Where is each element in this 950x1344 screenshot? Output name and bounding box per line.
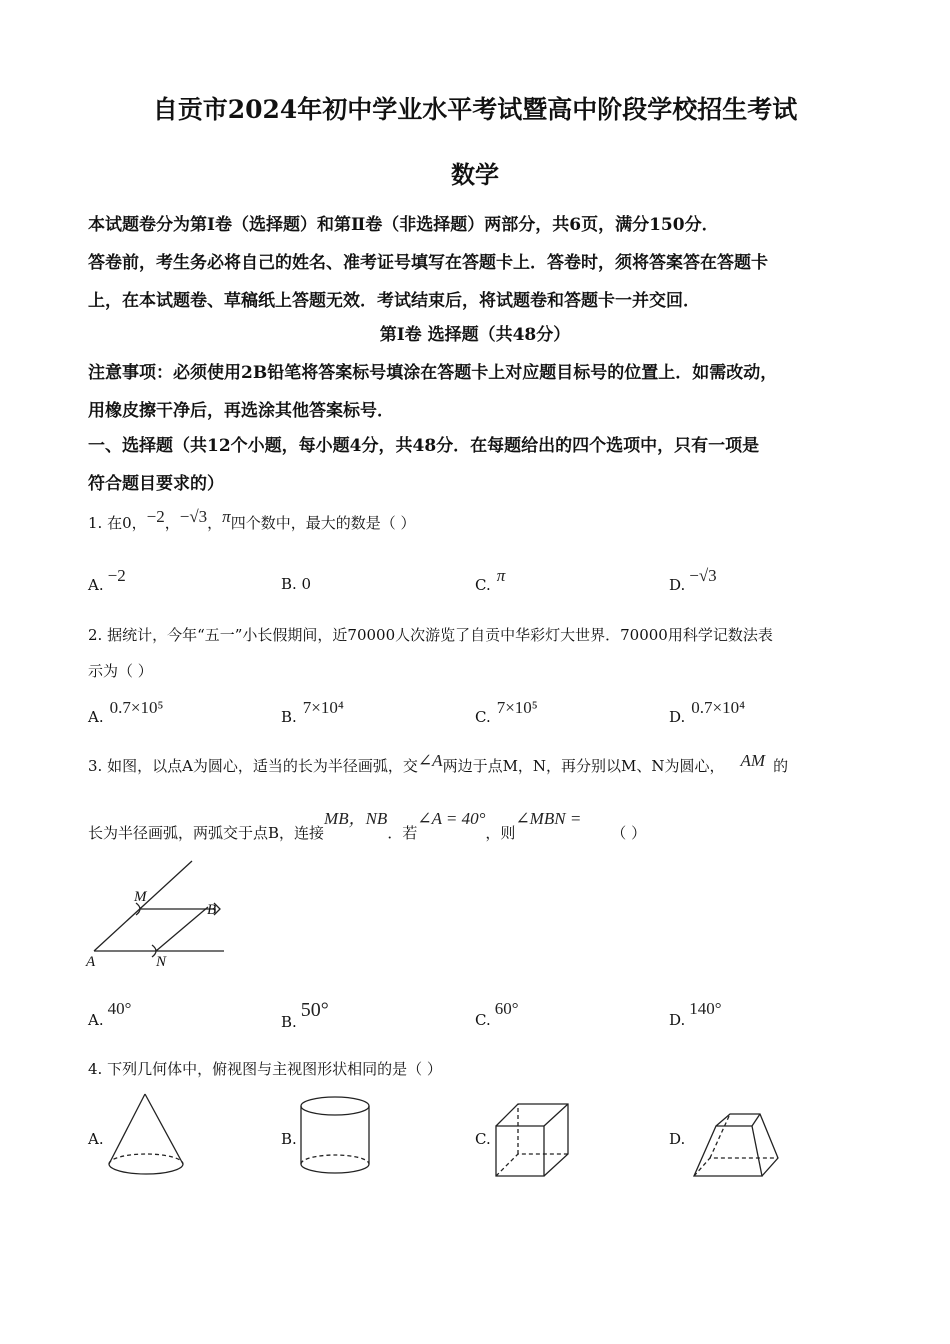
q2-option-d[interactable]: D. 0.7×10⁴: [669, 698, 746, 726]
q1-option-b[interactable]: B. 0: [281, 575, 312, 593]
subject-title: 数学: [451, 160, 499, 189]
intro-line-3: 上，在本试题卷、草稿纸上答题无效．考试结束后，将试题卷和答题卡一并交回．: [88, 291, 700, 311]
section1-line-2: 符合题目要求的）: [88, 474, 224, 494]
q2-stem-line-2: 示为（ ）: [88, 662, 153, 680]
q4-stem: 4. 下列几何体中，俯视图与主视图形状相同的是（ ）: [88, 1060, 442, 1078]
label-a: A: [86, 954, 96, 970]
q1-text-3: ，: [207, 514, 223, 532]
intro-line-1: 本试题卷分为第Ⅰ卷（选择题）和第Ⅱ卷（非选择题）两部分，共6页，满分150分．: [88, 215, 719, 235]
q1-math-pi: π: [222, 507, 231, 526]
q1-stem: [88, 507, 416, 533]
q3-option-b[interactable]: B.50°: [281, 999, 329, 1031]
q3-math-angle-mbn: ∠MBN =: [515, 809, 582, 828]
cone-icon: [105, 1090, 187, 1180]
q1-option-c[interactable]: C. π: [475, 566, 506, 594]
q2-stem-line-1: 2. 据统计，今年“五一”小长假期间，近70000人次游览了自贡中华彩灯大世界．70000用科学记数法表: [88, 626, 773, 644]
exam-title: 自贡市2024年初中学业水平考试暨高中阶段学校招生考试: [152, 95, 798, 124]
q3-geometry-figure: [80, 855, 240, 975]
q3-math-angle-a: ∠A: [417, 751, 443, 770]
cube-icon: [494, 1102, 574, 1182]
q4-option-a[interactable]: A.: [88, 1130, 104, 1148]
q1-math-negsqrt3: −√3: [179, 507, 208, 526]
q2-option-a[interactable]: A. 0.7×10⁵: [88, 698, 164, 726]
q3-math-am: AM: [740, 751, 766, 770]
q1-text-1: 1. 在0，: [88, 514, 147, 532]
q3-math-angle-40: ∠A = 40°: [417, 809, 486, 828]
q3-option-c[interactable]: C.60°: [475, 999, 519, 1029]
q2-option-c[interactable]: C. 7×10⁵: [475, 698, 538, 726]
section1-line-1: 一、选择题（共12个小题，每小题4分，共48分．在每题给出的四个选项中，只有一项是: [88, 436, 760, 456]
q1-option-d[interactable]: D. −√3: [669, 566, 717, 594]
q3-stem-line-1: 3. 如图，以点A为圆心，适当的长为半径画弧，交∠A两边于点M，N，再分别以M、N为圆心， AM 的: [88, 751, 789, 775]
part1-heading: 第Ⅰ卷 选择题（共48分）: [379, 325, 571, 345]
note-line-2: 用橡皮擦干净后，再选涂其他答案标号．: [88, 401, 394, 421]
q4-option-d[interactable]: D.: [669, 1130, 686, 1148]
q4-option-c[interactable]: C.: [475, 1130, 491, 1148]
label-n: N: [156, 954, 167, 970]
segment-nb: [156, 907, 208, 951]
q1-math-neg2: −2: [146, 507, 165, 526]
q3-option-a[interactable]: A.40°: [88, 999, 132, 1029]
label-m: M: [134, 889, 147, 905]
frustum-icon: [690, 1110, 782, 1182]
q3-option-d[interactable]: D.140°: [669, 999, 722, 1029]
q4-option-b[interactable]: B.: [281, 1130, 297, 1148]
q1-text-4: 四个数中，最大的数是（ ）: [230, 514, 416, 532]
q3-stem-line-2: 长为半径画弧，两弧交于点B，连接MB，NB．若∠A = 40°，则∠MBN =（ ）: [88, 809, 647, 842]
q1-option-a[interactable]: A. −2: [88, 566, 126, 594]
q2-option-b[interactable]: B. 7×10⁴: [281, 698, 344, 726]
q1-text-2: ，: [164, 514, 180, 532]
cylinder-icon: [300, 1094, 372, 1178]
label-b: B: [207, 902, 217, 918]
ray-am: [94, 861, 192, 951]
note-line-1: 注意事项：必须使用2B铅笔将答案标号填涂在答题卡上对应题目标号的位置上．如需改动，: [88, 363, 778, 383]
q3-math-mb-nb: MB，NB: [324, 809, 388, 828]
intro-line-2: 答卷前，考生务必将自己的姓名、准考证号填写在答题卡上．答卷时，须将答案答在答题卡: [88, 253, 768, 273]
